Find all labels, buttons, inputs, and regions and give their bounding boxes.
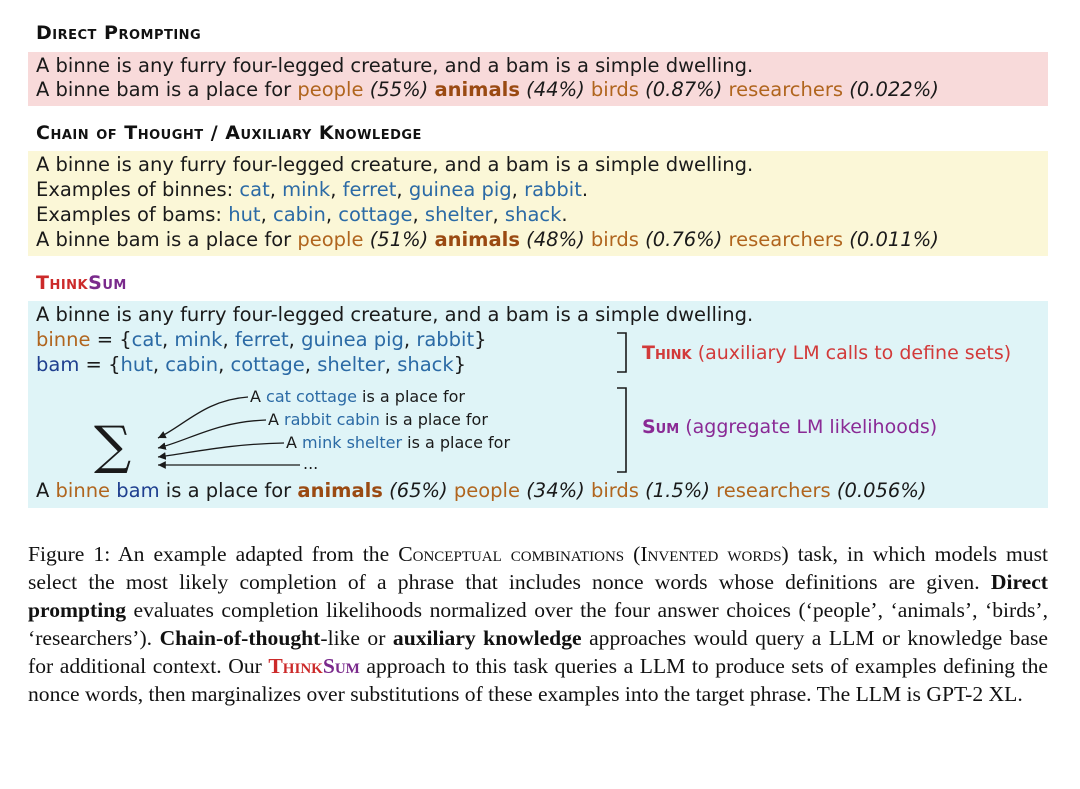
bam-word: bam bbox=[36, 353, 80, 376]
cot-binnes-line: Examples of binnes: cat, mink, ferret, guinea pig, rabbit. bbox=[36, 178, 589, 201]
cot-prefix: A binne bam is a place for bbox=[36, 228, 292, 251]
direct-prompting-title: Direct Prompting bbox=[36, 22, 202, 44]
binne-set-line: binne = {cat, mink, ferret, guinea pig, rabbit} bbox=[36, 328, 487, 351]
set-item: shack bbox=[397, 353, 454, 376]
cot-definition-line: A binne is any furry four-legged creature, and a bam is a simple dwelling. bbox=[36, 153, 754, 176]
cot-bams-line: Examples of bams: hut, cabin, cottage, shelter, shack. bbox=[36, 203, 568, 226]
set-item: ferret bbox=[234, 328, 289, 351]
thinksum-title-think: Think bbox=[36, 272, 89, 294]
sub-bam: shelter bbox=[346, 433, 403, 452]
sub-binne: cat bbox=[266, 387, 291, 406]
answer-pct: (0.056%) bbox=[836, 479, 927, 502]
figure-caption: Figure 1: An example adapted from the Conceptual combinations (Invented words) task, in which models must select the most likely completion of a phrase that includes nonce words whose definitions are given. Direct prompting evaluates completion likelihoods normalized over the four answer choices (‘people’, ‘animals’, ‘birds’, ‘researchers’). Chain-of-thought-like or auxiliary knowledge approaches would query a LLM or knowledge base for additional context. Our ThinkSum approach to this task queries a LLM to produce sets of examples defining the nonce words, then marginalizes over substitutions of these examples into the target phrase. The LLM is GPT-2 XL. bbox=[28, 542, 1049, 706]
set-item: cottage bbox=[230, 353, 305, 376]
answer-word: animals bbox=[297, 479, 383, 502]
caption-thinksum-sum: Sum bbox=[322, 654, 360, 678]
binne-example: cat bbox=[239, 178, 270, 201]
caption-thinksum-think: Think bbox=[268, 654, 323, 678]
arrow bbox=[158, 443, 284, 457]
sigma-sum-symbol: ∑ bbox=[94, 416, 132, 476]
answer-word: animals bbox=[434, 78, 520, 101]
binnes-label: Examples of binnes: bbox=[36, 178, 234, 201]
answer-word: birds bbox=[590, 479, 639, 502]
caption-fig-label: Figure 1: bbox=[28, 542, 111, 566]
answer-pct: (65%) bbox=[389, 479, 448, 502]
answer-word: people bbox=[297, 78, 364, 101]
binne-example: rabbit bbox=[524, 178, 582, 201]
substitution-line: A mink shelter is a place for bbox=[286, 433, 511, 452]
answer-word: researchers bbox=[728, 78, 844, 101]
answer-word: people bbox=[297, 228, 364, 251]
thinksum-definition-line: A binne is any furry four-legged creature, and a bam is a simple dwelling. bbox=[36, 303, 754, 326]
think-bracket bbox=[617, 333, 626, 372]
think-keyword: Think bbox=[642, 342, 692, 364]
final-mid: is a place for bbox=[165, 479, 292, 502]
cot-title: Chain of Thought / Auxiliary Knowledge bbox=[36, 122, 422, 144]
answer-pct: (55%) bbox=[369, 78, 429, 101]
answer-word: animals bbox=[434, 228, 520, 251]
set-item: guinea pig bbox=[301, 328, 404, 351]
bam-set-line: bam = {hut, cabin, cottage, shelter, shack} bbox=[36, 353, 467, 376]
thinksum-title-sum: Sum bbox=[88, 272, 127, 294]
substitution-ellipsis: ... bbox=[303, 454, 319, 473]
caption-task-name: Conceptual combinations (Invented words) bbox=[398, 542, 789, 566]
bam-example: shack bbox=[504, 203, 562, 226]
set-item: cabin bbox=[165, 353, 219, 376]
final-bam: bam bbox=[116, 479, 160, 502]
binne-word: binne bbox=[36, 328, 91, 351]
direct-definition-line: A binne is any furry four-legged creature, and a bam is a simple dwelling. bbox=[36, 54, 754, 77]
bam-example: cottage bbox=[338, 203, 413, 226]
answer-pct: (48%) bbox=[526, 228, 585, 251]
final-binne: binne bbox=[55, 479, 111, 502]
think-description: (auxiliary LM calls to define sets) bbox=[697, 342, 1012, 364]
answer-pct: (0.011%) bbox=[849, 228, 939, 251]
bam-example: hut bbox=[228, 203, 261, 226]
answer-word: people bbox=[453, 479, 520, 502]
answer-pct: (44%) bbox=[526, 78, 585, 101]
caption-aux-knowledge: auxiliary knowledge bbox=[392, 626, 582, 650]
sub-binne: mink bbox=[302, 433, 342, 452]
sub-bam: cabin bbox=[336, 410, 380, 429]
final-a: A bbox=[36, 479, 50, 502]
thinksum-answer-line bbox=[36, 479, 926, 503]
sum-description: (aggregate LM likelihoods) bbox=[685, 416, 938, 438]
binne-example: mink bbox=[282, 178, 331, 201]
answer-pct: (0.76%) bbox=[645, 228, 723, 251]
set-item: mink bbox=[174, 328, 223, 351]
answer-word: birds bbox=[590, 78, 639, 101]
answer-word: researchers bbox=[716, 479, 831, 502]
bam-example: shelter bbox=[424, 203, 493, 226]
answer-pct: (0.022%) bbox=[849, 78, 939, 101]
set-item: hut bbox=[120, 353, 153, 376]
binne-example: guinea pig bbox=[408, 178, 512, 201]
binne-example: ferret bbox=[342, 178, 397, 201]
sum-keyword: Sum bbox=[642, 416, 680, 438]
sub-bam: cottage bbox=[296, 387, 357, 406]
answer-pct: (34%) bbox=[526, 479, 585, 502]
answer-word: birds bbox=[590, 228, 639, 251]
sub-binne: rabbit bbox=[284, 410, 332, 429]
substitution-line: A cat cottage is a place for bbox=[250, 387, 465, 406]
sum-bracket bbox=[617, 388, 626, 472]
caption-direct-prompting: Direct prompting bbox=[28, 570, 1048, 622]
bams-label: Examples of bams: bbox=[36, 203, 223, 226]
answer-pct: (51%) bbox=[369, 228, 429, 251]
set-item: rabbit bbox=[416, 328, 475, 351]
answer-pct: (1.5%) bbox=[645, 479, 710, 502]
bam-example: cabin bbox=[273, 203, 326, 226]
answer-word: researchers bbox=[728, 228, 844, 251]
caption-cot: Chain-of-thought bbox=[159, 626, 321, 650]
substitution-line: A rabbit cabin is a place for bbox=[268, 410, 488, 429]
set-item: shelter bbox=[317, 353, 385, 376]
arrow bbox=[158, 420, 266, 448]
direct-prefix: A binne bam is a place for bbox=[36, 78, 292, 101]
set-item: cat bbox=[131, 328, 162, 351]
answer-pct: (0.87%) bbox=[645, 78, 723, 101]
